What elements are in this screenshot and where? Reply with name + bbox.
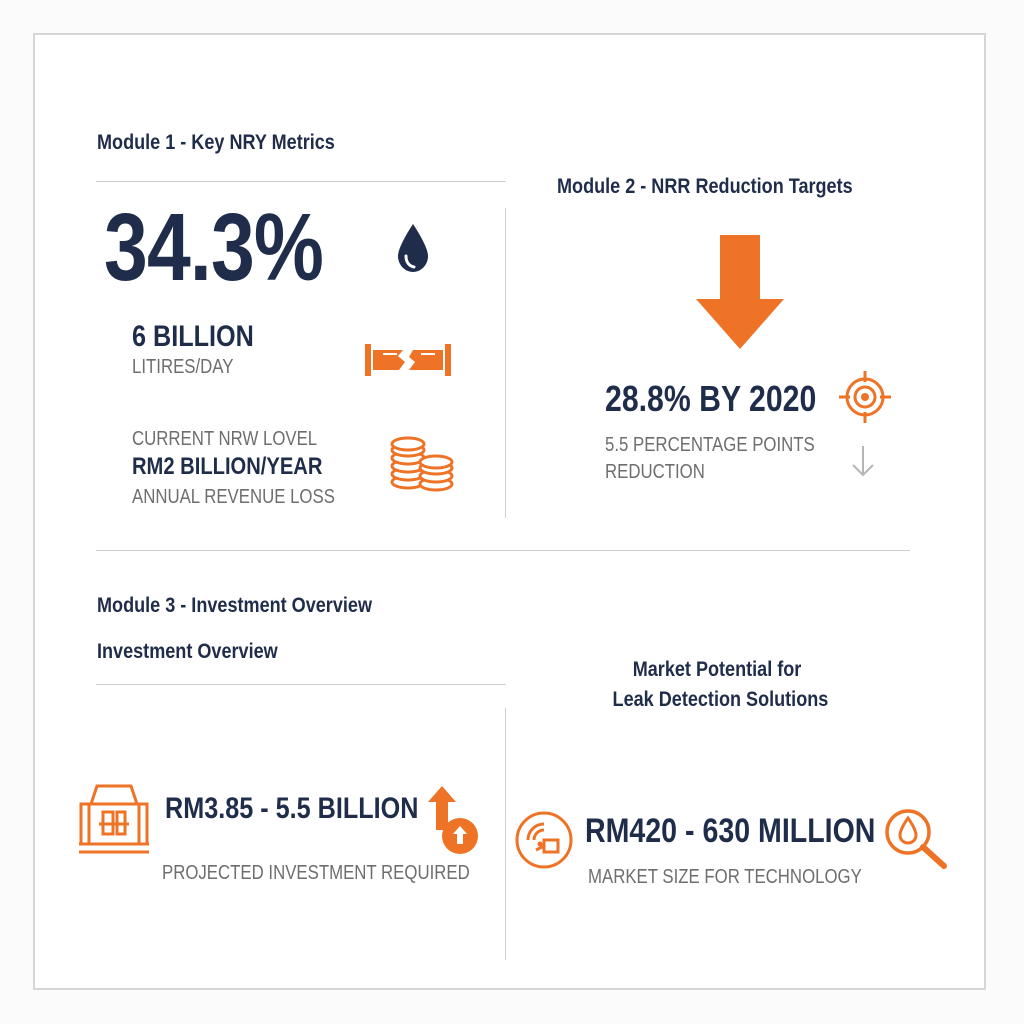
market-value: RM420 - 630 MILLION (585, 812, 876, 850)
broken-pipe-icon (363, 342, 453, 378)
small-down-arrow-icon (850, 444, 876, 478)
coin-stack-icon (388, 436, 458, 494)
reduction-line2: REDUCTION (605, 461, 705, 483)
reduction-target: 28.8% BY 2020 (605, 378, 817, 419)
loss-value: RM2 BILLION/YEAR (132, 453, 323, 480)
volume-unit: LITIRES/DAY (132, 356, 234, 378)
module3-divider (96, 684, 506, 685)
water-drop-icon (396, 222, 430, 274)
target-icon (838, 370, 892, 424)
up-arrow-icon (428, 786, 482, 858)
module3-heading: Module 3 - Investment Overview (97, 594, 372, 617)
volume-value: 6 BILLION (132, 320, 254, 353)
sensor-icon (514, 810, 574, 870)
pump-machine-icon (77, 780, 151, 856)
module1-heading: Module 1 - Key NRY Metrics (97, 131, 335, 154)
reduction-line1: 5.5 PERCENTAGE POINTS (605, 434, 815, 456)
module1-divider (96, 181, 506, 182)
market-desc: MARKET SIZE FOR TECHNOLOGY (588, 866, 862, 888)
module3-subheading: Investment Overview (97, 640, 278, 663)
loss-desc: ANNUAL REVENUE LOSS (132, 486, 335, 508)
loss-label: CURRENT NRW LOVEL (132, 428, 318, 450)
column-divider-bottom (505, 708, 506, 960)
market-title-line2: Leak Detection Solutions (612, 688, 828, 711)
section-divider (96, 550, 910, 551)
module2-heading: Module 2 - NRR Reduction Targets (557, 175, 853, 198)
column-divider-top (505, 208, 506, 518)
leak-search-icon (882, 806, 950, 872)
investment-value: RM3.85 - 5.5 BILLION (165, 792, 419, 825)
down-arrow-icon (694, 233, 786, 351)
market-title-line1: Market Potential for (633, 658, 802, 681)
nrw-percent: 34.3% (104, 194, 324, 301)
investment-desc: PROJECTED INVESTMENT REQUIRED (162, 862, 470, 884)
